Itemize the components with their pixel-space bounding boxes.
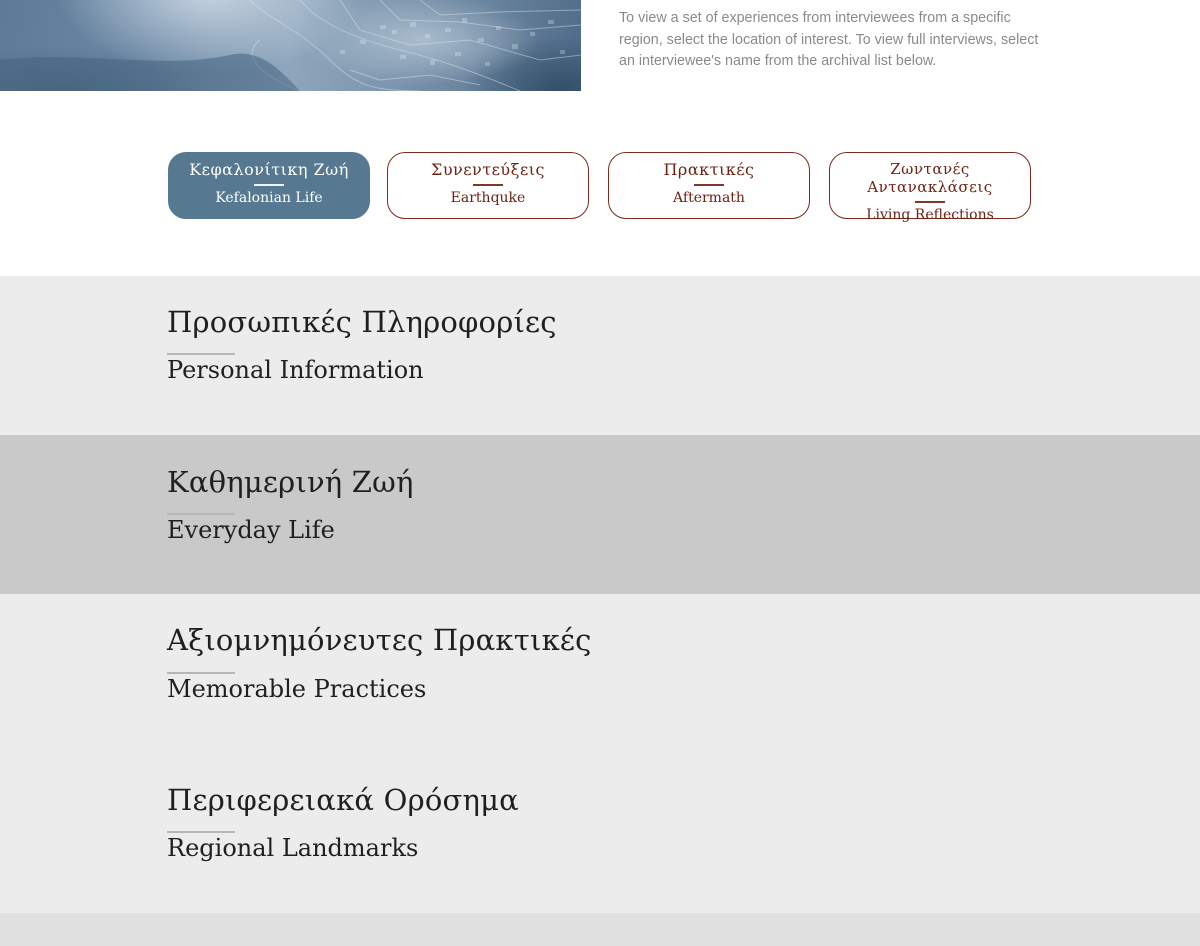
category-button-earthquake[interactable] [387, 152, 589, 219]
section-title-divider [167, 672, 235, 674]
category-button-aftermath[interactable] [608, 152, 810, 219]
footer-band [0, 913, 1200, 946]
section-title-greek: Περιφερειακά Ορόσημα [167, 783, 519, 817]
category-button-living-reflections[interactable] [829, 152, 1031, 223]
section-title-english: Regional Landmarks [167, 834, 419, 862]
section-title-english: Everyday Life [167, 516, 335, 544]
map-texture [0, 0, 581, 91]
category-greek-label: Πρακτικές [663, 160, 755, 179]
section-personal-information[interactable] [0, 276, 1200, 435]
category-divider [254, 184, 284, 186]
hero-map-image [0, 0, 581, 91]
category-greek-label: Κεφαλονίτικη Ζωή [189, 160, 349, 179]
category-english-label: Living Reflections [866, 206, 994, 223]
section-title-divider [167, 831, 235, 833]
category-greek-label: Συνεντεύξεις [431, 160, 545, 179]
section-title-divider [167, 513, 235, 515]
section-title-greek: Προσωπικές Πληροφορίες [167, 305, 557, 339]
category-button-kefalonian-life[interactable] [168, 152, 370, 219]
category-english-label: Earthquke [450, 189, 526, 206]
section-memorable-practices[interactable] [0, 594, 1200, 754]
category-divider [473, 184, 503, 186]
category-divider [694, 184, 724, 186]
section-title-divider [167, 353, 235, 355]
category-greek-label: Ζωντανές Αντανακλάσεις [867, 160, 993, 196]
section-title-greek: Καθημερινή Ζωή [167, 465, 414, 499]
section-title-greek: Αξιομνημόνευτες Πρακτικές [167, 623, 592, 657]
category-divider [915, 201, 945, 203]
section-title-english: Personal Information [167, 356, 424, 384]
intro-text: To view a set of experiences from interviewees from a specific region, select the location of interest. To view full interviews, select an interviewee's name from the archival list below. [619, 10, 1039, 70]
section-title-english: Memorable Practices [167, 675, 427, 703]
category-english-label: Kefalonian Life [215, 189, 323, 206]
section-everyday-life[interactable] [0, 435, 1200, 594]
category-english-label: Aftermath [673, 189, 745, 206]
section-regional-landmarks[interactable] [0, 754, 1200, 913]
